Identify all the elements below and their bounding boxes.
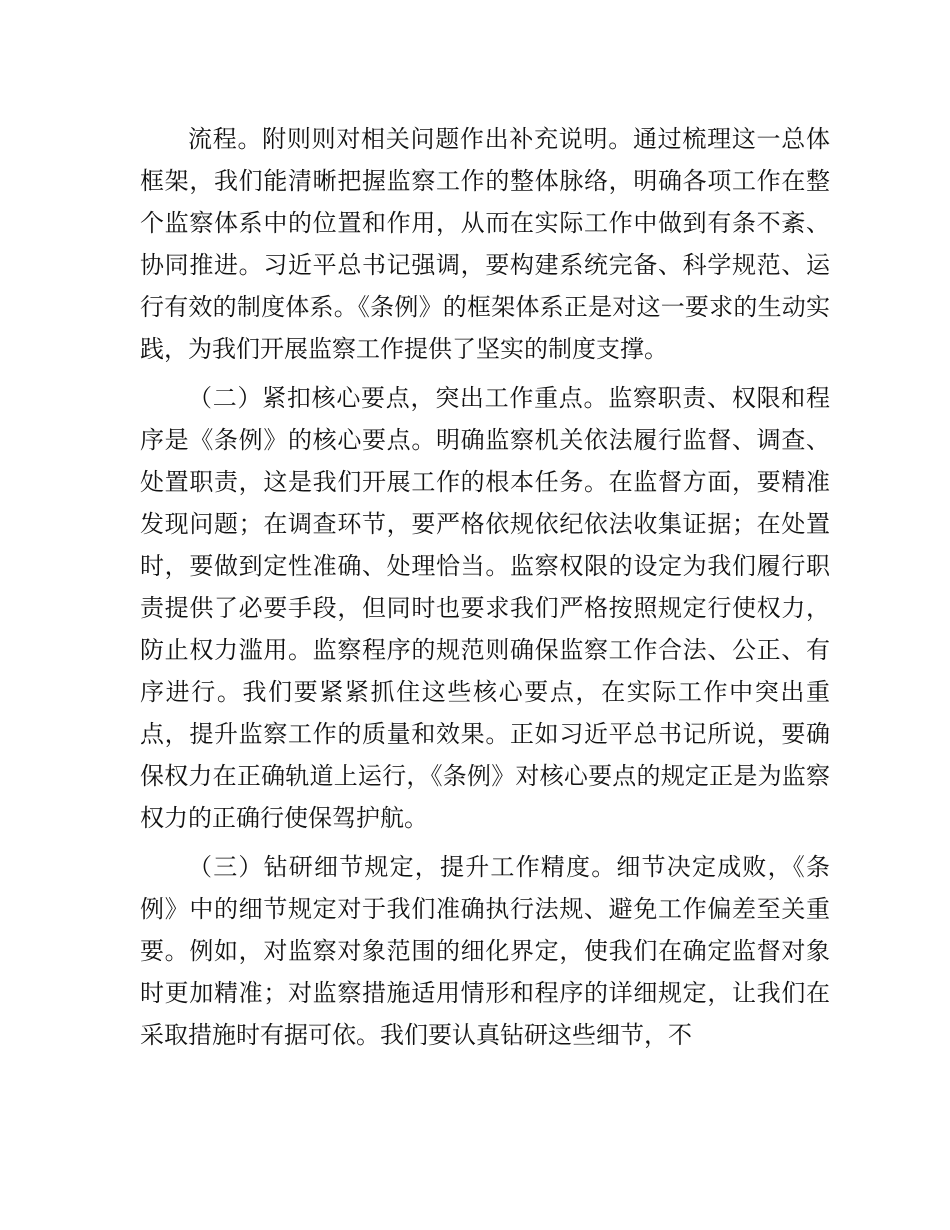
paragraph-framework-summary: 流程。附则则对相关问题作出补充说明。通过梳理这一总体框架，我们能清晰把握监察工作的整体脉络，明确各项工作在整个监察体系中的位置和作用，从而在实际工作中做到有条不紊、协同推进。习近平总书记强调，要构建系统完备、科学规范、运行有效的制度体系。《条例》的框架体系正是对这一要求的生动实践，为我们开展监察工作提供了坚实的制度支撑。	[140, 125, 830, 363]
paragraph-detail-rules: （三）钻研细节规定，提升工作精度。细节决定成败，《条例》中的细节规定对于我们准确执行法规、避免工作偏差至关重要。例如，对监察对象范围的细化界定，使我们在确定监督对象时更加精准；对监察措施适用情形和程序的详细规定，让我们在采取措施时有据可依。我们要认真钻研这些细节，不	[140, 853, 830, 1049]
document-body	[140, 118, 830, 1063]
paragraph-core-points: （二）紧扣核心要点，突出工作重点。监察职责、权限和程序是《条例》的核心要点。明确监察机关依法履行监督、调查、处置职责，这是我们开展工作的根本任务。在监督方面，要精准发现问题；在调查环节，要严格依规依纪依法收集证据；在处置时，要做到定性准确、处理恰当。监察权限的设定为我们履行职责提供了必要手段，但同时也要求我们严格按照规定行使权力，防止权力滥用。监察程序的规范则确保监察工作合法、公正、有序进行。我们要紧紧抓住这些核心要点，在实际工作中突出重点，提升监察工作的质量和效果。正如习近平总书记所说，要确保权力在正确轨道上运行，《条例》对核心要点的规定正是为监察权力的正确行使保驾护航。	[140, 384, 830, 832]
